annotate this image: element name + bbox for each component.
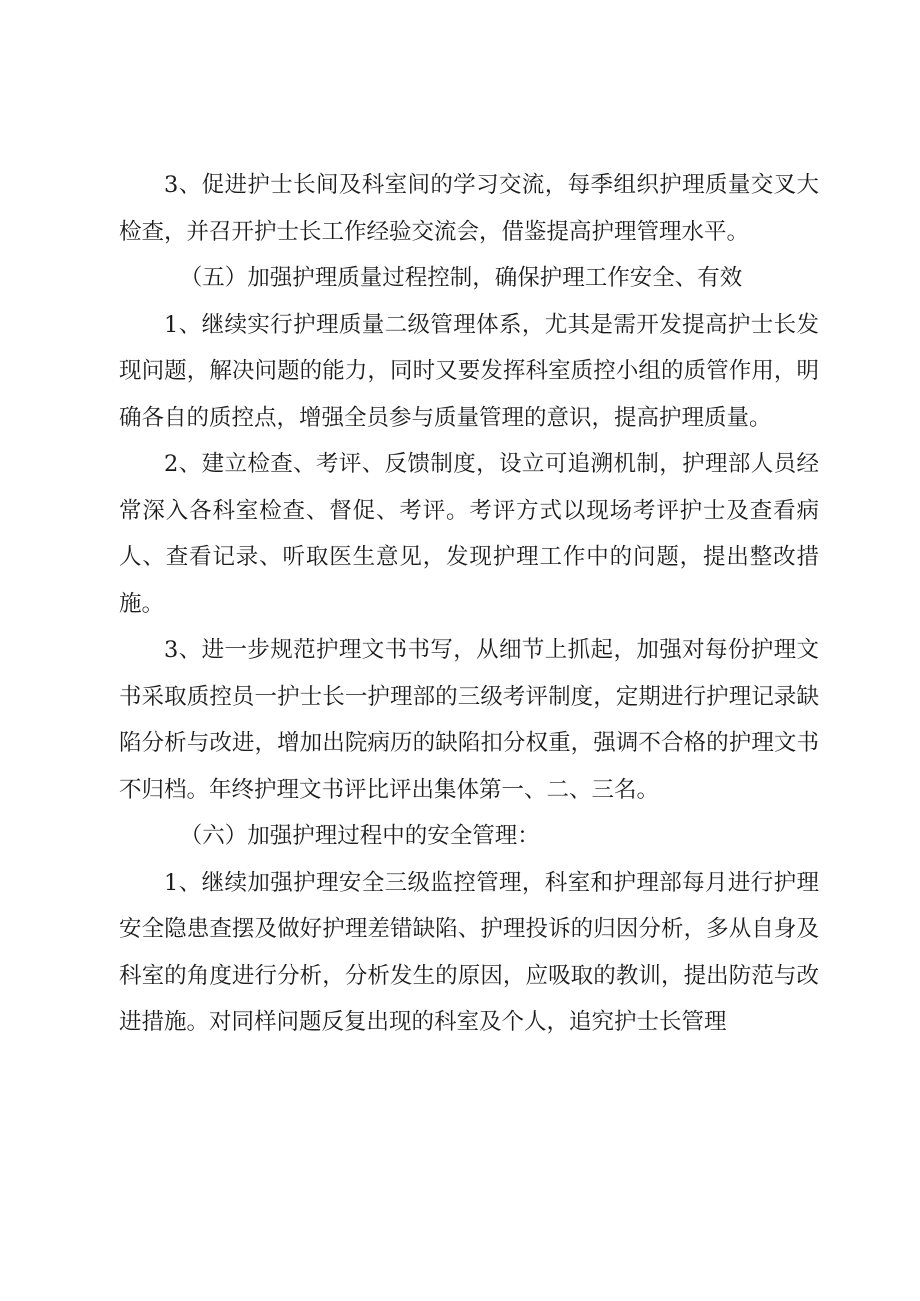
- paragraph-3-exchange: 3、促进护士长间及科室间的学习交流，每季组织护理质量交叉大检查，并召开护士长工作经验交流会，借鉴提高护理管理水平。: [119, 172, 819, 245]
- paragraph-1-safety: 1、继续加强护理安全三级监控管理，科室和护理部每月进行护理安全隐患查摆及做好护理差错缺陷、护理投诉的归因分析，多从自身及科室的角度进行分析，分析发生的原因，应吸取的教训，提出防范与改进措施。对同样问题反复出现的科室及个人，追究护士长管理: [119, 869, 819, 1035]
- paragraph-2-inspection: 2、建立检查、考评、反馈制度，设立可追溯机制，护理部人员经常深入各科室检查、督促、考评。考评方式以现场考评护士及查看病人、查看记录、听取医生意见，发现护理工作中的问题，提出整改措施。: [119, 451, 819, 617]
- paragraph-3-documents: 3、进一步规范护理文书书写，从细节上抓起，加强对每份护理文书采取质控员一护士长一护理部的三级考评制度，定期进行护理记录缺陷分析与改进，增加出院病历的缺陷扣分权重，强调不合格的护理文书不归档。年终护理文书评比评出集体第一、二、三名。: [119, 637, 819, 803]
- section-heading-6: （六）加强护理过程中的安全管理：: [179, 823, 540, 849]
- section-heading-5: （五）加强护理质量过程控制，确保护理工作安全、有效: [179, 265, 743, 291]
- paragraph-1-quality-system: 1、继续实行护理质量二级管理体系，尤其是需开发提高护士长发现问题，解决问题的能力，同时又要发挥科室质控小组的质管作用，明确各自的质控点，增强全员参与质量管理的意识，提高护理质量。: [119, 311, 819, 431]
- document-body: [119, 162, 819, 1046]
